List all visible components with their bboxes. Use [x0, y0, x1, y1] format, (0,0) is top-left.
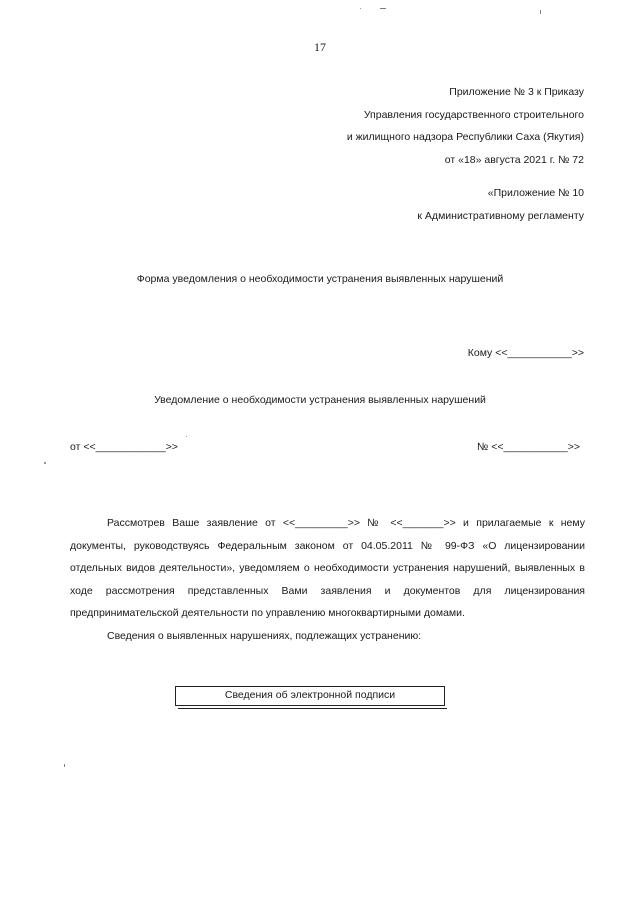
- date-line: от <<____________>>: [70, 441, 178, 453]
- scan-speck: [186, 436, 187, 437]
- appendix-header: [347, 81, 584, 171]
- admin-appendix-line-1: «Приложение № 10: [487, 187, 584, 199]
- admin-appendix-line-2: к Административному регламенту: [417, 209, 584, 222]
- scan-speck: [44, 462, 46, 464]
- body-text: [70, 512, 585, 647]
- appendix-line-3: и жилищного надзора Республики Саха (Якутия): [346, 131, 584, 143]
- page-number: 17: [314, 40, 326, 54]
- appendix-line-2: Управления государственного строительного: [363, 108, 584, 121]
- notice-title: Уведомление о необходимости устранения выявленных нарушений: [154, 394, 486, 406]
- scan-speck: [380, 8, 386, 9]
- appendix-line-4: от «18» августа 2021 г. № 72: [444, 153, 584, 166]
- appendix-line-1: Приложение № 3 к Приказу: [449, 86, 584, 98]
- electronic-signature-box: Сведения об электронной подписи: [175, 686, 445, 706]
- admin-appendix-header: [417, 182, 584, 227]
- body-paragraph-1: Рассмотрев Ваше заявление от <<_________>> № <<_______>> и прилагаемые к нему документы, руководствуясь Федеральным законом от 04.05.2011 № 99-ФЗ «О лицензировании отдельных видов деятельности», уведомляем о необходимости устранения нарушений, выявленных в ходе рассмотрения представленных Вами заявления и документов для лицензирования предпринимательской деятельности по управлению многоквартирными домами.: [70, 517, 585, 619]
- scan-speck: [360, 8, 361, 9]
- number-line: № <<___________>>: [477, 441, 580, 453]
- recipient-line: Кому <<___________>>: [467, 347, 584, 359]
- scan-speck: [64, 764, 65, 767]
- scan-speck: [540, 10, 541, 14]
- body-paragraph-2: Сведения о выявленных нарушениях, подлежащих устранению:: [107, 629, 422, 642]
- form-title: Форма уведомления о необходимости устранения выявленных нарушений: [136, 273, 504, 285]
